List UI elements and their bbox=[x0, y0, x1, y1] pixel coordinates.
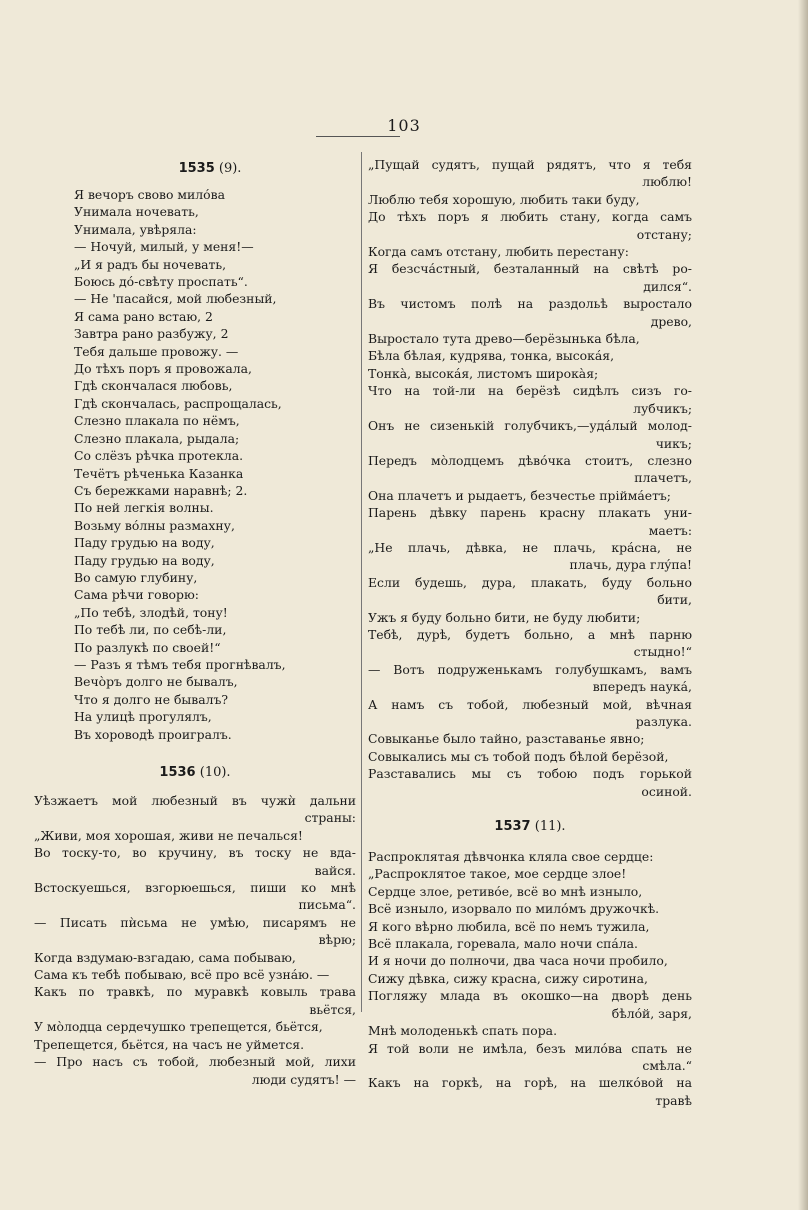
text-line: Какъ на горкѣ, на горѣ, на шелкóвой на bbox=[368, 1075, 692, 1091]
song-1536 bbox=[34, 764, 356, 1088]
text-line: Выростало тута древо—берёзынька бѣла, bbox=[368, 331, 640, 347]
text-line-end: люблю! bbox=[642, 174, 692, 190]
text-line: „Не плачь, дѣвка, не плачь, крáсна, не bbox=[368, 539, 692, 555]
text-line: Совыкались мы съ тобой подъ бѣлой берёзой, bbox=[368, 748, 669, 764]
text-line-end: древо, bbox=[650, 313, 692, 329]
song-number: 1535 bbox=[178, 161, 215, 176]
text-line: Тебѣ, дурѣ, будетъ больно, а мнѣ парню bbox=[368, 626, 692, 642]
text-line: Что на той-ли на берёзѣ сидѣлъ сизъ го- bbox=[368, 383, 692, 399]
text-line-end: чикъ; bbox=[655, 435, 692, 451]
verse-line: По разлукѣ по своей!“ bbox=[74, 639, 221, 655]
left-column bbox=[74, 156, 346, 743]
song-title-1536 bbox=[34, 764, 356, 782]
text-line-end: вьётся, bbox=[309, 1001, 356, 1017]
text-line: — Про насъ съ тобой, любезный мой, лихи bbox=[34, 1054, 356, 1070]
text-line: Я кого вѣрно любила, всё по немъ тужила, bbox=[368, 918, 650, 934]
text-line: „Живи, моя хорошая, живи не печалься! bbox=[34, 827, 303, 843]
text-line: Если будешь, дура, плакать, буду больно bbox=[368, 574, 692, 590]
column-divider bbox=[361, 152, 362, 1012]
text-line: Трепещется, бьётся, на часъ не уймется. bbox=[34, 1036, 305, 1052]
text-line: Передъ мòлодцемъ дѣвóчка стоитъ, слезно bbox=[368, 452, 692, 468]
text-line: Разставались мы съ тобою подъ горькой bbox=[368, 766, 692, 782]
verse-line: Я сама рано встаю, 2 bbox=[74, 308, 213, 324]
text-line: Люблю тебя хорошую, любить таки буду, bbox=[368, 191, 640, 207]
text-line-end: дился“. bbox=[643, 278, 692, 294]
verse-line: Вечòръ долго не бывалъ, bbox=[74, 674, 238, 690]
text-line: И я ночи до полночи, два часа ночи пробило, bbox=[368, 953, 668, 969]
text-line: Я той воли не имѣла, безъ милóва спать не bbox=[368, 1040, 692, 1056]
text-line: Она плачетъ и рыдаетъ, безчестье прiймáетъ; bbox=[368, 487, 671, 503]
text-line-end: отстану; bbox=[636, 226, 692, 242]
text-line-end: вайся. bbox=[314, 862, 356, 878]
text-line-end: разлука. bbox=[635, 714, 692, 729]
verse-line: Съ бережками наравнѣ; 2. bbox=[74, 482, 248, 498]
text-line: Какъ по травкѣ, по муравкѣ ковыль трава bbox=[34, 984, 356, 1000]
text-line: Парень дѣвку парень красну плакать уни- bbox=[368, 505, 692, 521]
verse-line: — Разъ я тѣмъ тебя прогнѣвалъ, bbox=[74, 656, 286, 672]
verse-line: „По тебѣ, злодѣй, тону! bbox=[74, 604, 228, 620]
verse-line: Въ хороводѣ проигралъ. bbox=[74, 726, 232, 742]
text-line: „Пущай судятъ, пущай рядятъ, что я тебя bbox=[368, 157, 692, 172]
verse-line: Паду грудью на воду, bbox=[74, 552, 215, 568]
verse-line: До тѣхъ поръ я провожала, bbox=[74, 361, 252, 377]
text-line-end: стыдно!“ bbox=[633, 644, 692, 660]
text-line: Я безсчáстный, безталанный на свѣтѣ ро- bbox=[368, 261, 692, 277]
text-line: „Распроклятое такое, мое сердце злое! bbox=[368, 866, 627, 882]
verse-line: Течётъ рѣченька Казанка bbox=[74, 465, 244, 481]
verse-line: Унимала ночевать, bbox=[74, 204, 199, 220]
song-subnumber: (10). bbox=[199, 765, 231, 780]
text-line: Въ чистомъ полѣ на раздольѣ выростало bbox=[368, 296, 692, 312]
verse-line: Унимала, увѣряла: bbox=[74, 221, 197, 237]
text-line: Тонкà, высокáя, листомъ широкàя; bbox=[368, 365, 599, 381]
text-line: Распроклятая дѣвчонка кляла свое сердце: bbox=[368, 849, 654, 865]
song-number: 1537 bbox=[494, 819, 531, 835]
song-1535-verse bbox=[74, 186, 346, 743]
text-line: Когда самъ отстану, любить перестану: bbox=[368, 244, 629, 260]
text-line: — Вотъ подруженькамъ голубушкамъ, вамъ bbox=[368, 661, 692, 677]
text-line: Во тоску-то, во кручину, въ тоску не вда- bbox=[34, 845, 356, 861]
verse-line: Боюсь дó-свѣту проспать“. bbox=[74, 274, 248, 290]
verse-line: Что я долго не бывалъ? bbox=[74, 691, 229, 707]
verse-line: На улицѣ прогулялъ, bbox=[74, 709, 212, 725]
text-line: Онъ не сизенькій голубчикъ,—удáлый молод- bbox=[368, 418, 692, 434]
text-line: Ужъ я буду больно бити, не буду любити; bbox=[368, 609, 641, 625]
text-line-end: впередъ наукá, bbox=[592, 679, 692, 695]
text-line-end: лубчикъ; bbox=[633, 400, 692, 416]
text-line: Всё плакала, горевала, мало ночи спáла. bbox=[368, 936, 638, 952]
text-line-end: вѣрю; bbox=[318, 932, 356, 948]
text-line-end: страны: bbox=[304, 810, 356, 826]
song-subnumber: (11). bbox=[534, 819, 566, 835]
page-edge bbox=[798, 0, 808, 1210]
text-line: А намъ съ тобой, любезный мой, вѣчная bbox=[368, 696, 692, 712]
text-line: У мòлодца сердечушко трепещется, бьётся, bbox=[34, 1019, 323, 1035]
text-line-end: осиной. bbox=[641, 783, 692, 799]
verse-line: Слезно плакала по нёмъ, bbox=[74, 413, 240, 429]
text-line: Сижу дѣвка, сижу красна, сижу сиротина, bbox=[368, 970, 648, 986]
text-line-end: травѣ bbox=[655, 1092, 692, 1108]
text-line: Всё изныло, изорвало по милóмъ дружочкѣ. bbox=[368, 901, 660, 917]
text-line: Встоскуешься, взгорюешься, пиши ко мнѣ bbox=[34, 880, 356, 896]
verse-line: Гдѣ скончалася любовь, bbox=[74, 378, 233, 394]
page-number: 103 bbox=[387, 116, 421, 135]
verse-line: Паду грудью на воду, bbox=[74, 535, 215, 551]
text-line-end: смѣла.“ bbox=[642, 1057, 692, 1073]
song-title-1537 bbox=[368, 818, 692, 836]
song-1537-text bbox=[368, 848, 692, 1109]
text-line: — Писать пѝсьма не умѣю, писарямъ не bbox=[34, 914, 356, 930]
text-line-end: бити, bbox=[657, 592, 692, 608]
song-title-1535 bbox=[74, 160, 346, 178]
text-line: Мнѣ молоденькѣ спать пора. bbox=[368, 1023, 558, 1039]
right-column bbox=[368, 156, 692, 1109]
text-line: Сама къ тебѣ побываю, всё про всё узнáю. — bbox=[34, 967, 330, 983]
text-line-end: плачь, дура глýпа! bbox=[569, 557, 692, 573]
verse-line: Завтра рано разбужу, 2 bbox=[74, 326, 229, 342]
verse-line: Возьму вóлны размахну, bbox=[74, 517, 235, 533]
text-line-end: письма“. bbox=[298, 897, 356, 913]
verse-line: Гдѣ скончалась, распрощалась, bbox=[74, 395, 282, 411]
verse-line: По ней легкія волны. bbox=[74, 500, 214, 516]
verse-line: Слезно плакала, рыдала; bbox=[74, 430, 240, 446]
text-line: Когда вздумаю-взгадаю, сама побываю, bbox=[34, 949, 296, 965]
verse-line: По тебѣ ли, по себѣ-ли, bbox=[74, 622, 227, 638]
text-line: Сердце злое, ретивóе, всё во мнѣ изныло, bbox=[368, 883, 643, 899]
text-line: Уѣзжаетъ мой любезный въ чужѝ дальни bbox=[34, 793, 356, 808]
text-line-end: плачетъ, bbox=[634, 470, 692, 486]
verse-line: Со слёзъ рѣчка протекла. bbox=[74, 448, 244, 464]
verse-line: — Не 'пасайся, мой любезный, bbox=[74, 291, 277, 307]
text-line: До тѣхъ поръ я любить стану, когда самъ bbox=[368, 209, 692, 225]
header-rule bbox=[316, 136, 400, 137]
verse-line: „И я радъ бы ночевать, bbox=[74, 256, 227, 272]
verse-line: — Ночуй, милый, у меня!— bbox=[74, 239, 254, 255]
text-line: Бѣла бѣлая, кудрява, тонка, высокáя, bbox=[368, 348, 615, 364]
verse-line: Тебя дальше провожу. — bbox=[74, 343, 239, 359]
text-line-end: люди судятъ! — bbox=[251, 1071, 356, 1087]
verse-line: Я вечоръ свово милóва bbox=[74, 187, 225, 202]
verse-line: Сама рѣчи говорю: bbox=[74, 587, 199, 603]
song-number: 1536 bbox=[159, 765, 196, 780]
song-1536-continuation bbox=[368, 156, 692, 800]
text-line-end: маетъ: bbox=[648, 522, 692, 538]
text-line: Погляжу млада въ окошко—на дворѣ день bbox=[368, 988, 692, 1004]
song-subnumber: (9). bbox=[218, 161, 242, 176]
text-line: Совыканье было тайно, разставанье явно; bbox=[368, 731, 645, 747]
verse-line: Во самую глубину, bbox=[74, 569, 198, 585]
song-1536-text bbox=[34, 792, 356, 1088]
text-line-end: бѣлóй, заря, bbox=[611, 1005, 692, 1021]
